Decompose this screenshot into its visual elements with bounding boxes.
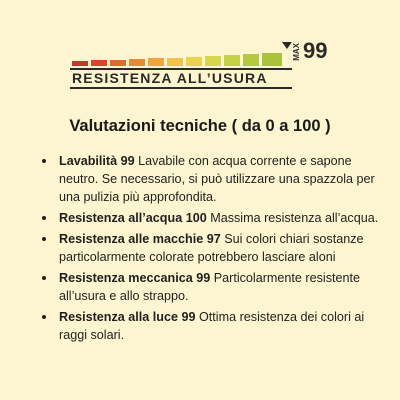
rating-bar (148, 58, 164, 66)
list-item (57, 151, 389, 206)
ratings-list (37, 151, 389, 346)
rating-bar (186, 57, 202, 66)
item-label: Resistenza alle macchie 97 (59, 232, 221, 246)
max-label: MAX (292, 43, 301, 61)
rating-bars (72, 54, 287, 66)
item-text: Ottima resistenza dei colori ai raggi solari. (59, 310, 365, 342)
rating-bar (110, 60, 126, 66)
item-text: Lavabile con acqua corrente e sapone neutro. Se necessario, si può utilizzare una spazzola per una pulizia più approfondita. (59, 154, 375, 204)
item-label: Lavabilità 99 (59, 154, 135, 168)
rating-bar (243, 54, 259, 66)
item-label: Resistenza alla luce 99 (59, 310, 196, 324)
rating-bar (205, 56, 221, 66)
item-text: Particolarmente resistente all’usura e allo strappo. (59, 271, 361, 303)
list-item (57, 307, 389, 344)
page-heading: Valutazioni tecniche ( da 0 a 100 ) (69, 117, 331, 135)
list-item (57, 268, 389, 305)
logo-title: RESISTENZA ALL’USURA (72, 70, 268, 86)
pointer-icon (282, 42, 292, 49)
wear-resistance-logo (70, 40, 330, 90)
rating-bar (224, 55, 240, 66)
rating-bar (262, 53, 282, 66)
list-item (57, 208, 389, 227)
rating-bar (91, 60, 107, 66)
logo-score: 99 (303, 38, 328, 63)
logo-divider-bottom (70, 87, 292, 89)
rating-bar (129, 59, 145, 66)
rating-bar (167, 58, 183, 66)
list-item (57, 229, 389, 266)
item-text: Massima resistenza all’acqua. (206, 211, 379, 225)
rating-bar (72, 61, 88, 66)
item-text: Sui colori chiari sostanze particolarmente colorate potrebbero lasciare aloni (59, 232, 364, 264)
item-label: Resistenza all’acqua 100 (59, 211, 207, 225)
item-label: Resistenza meccanica 99 (59, 271, 211, 285)
